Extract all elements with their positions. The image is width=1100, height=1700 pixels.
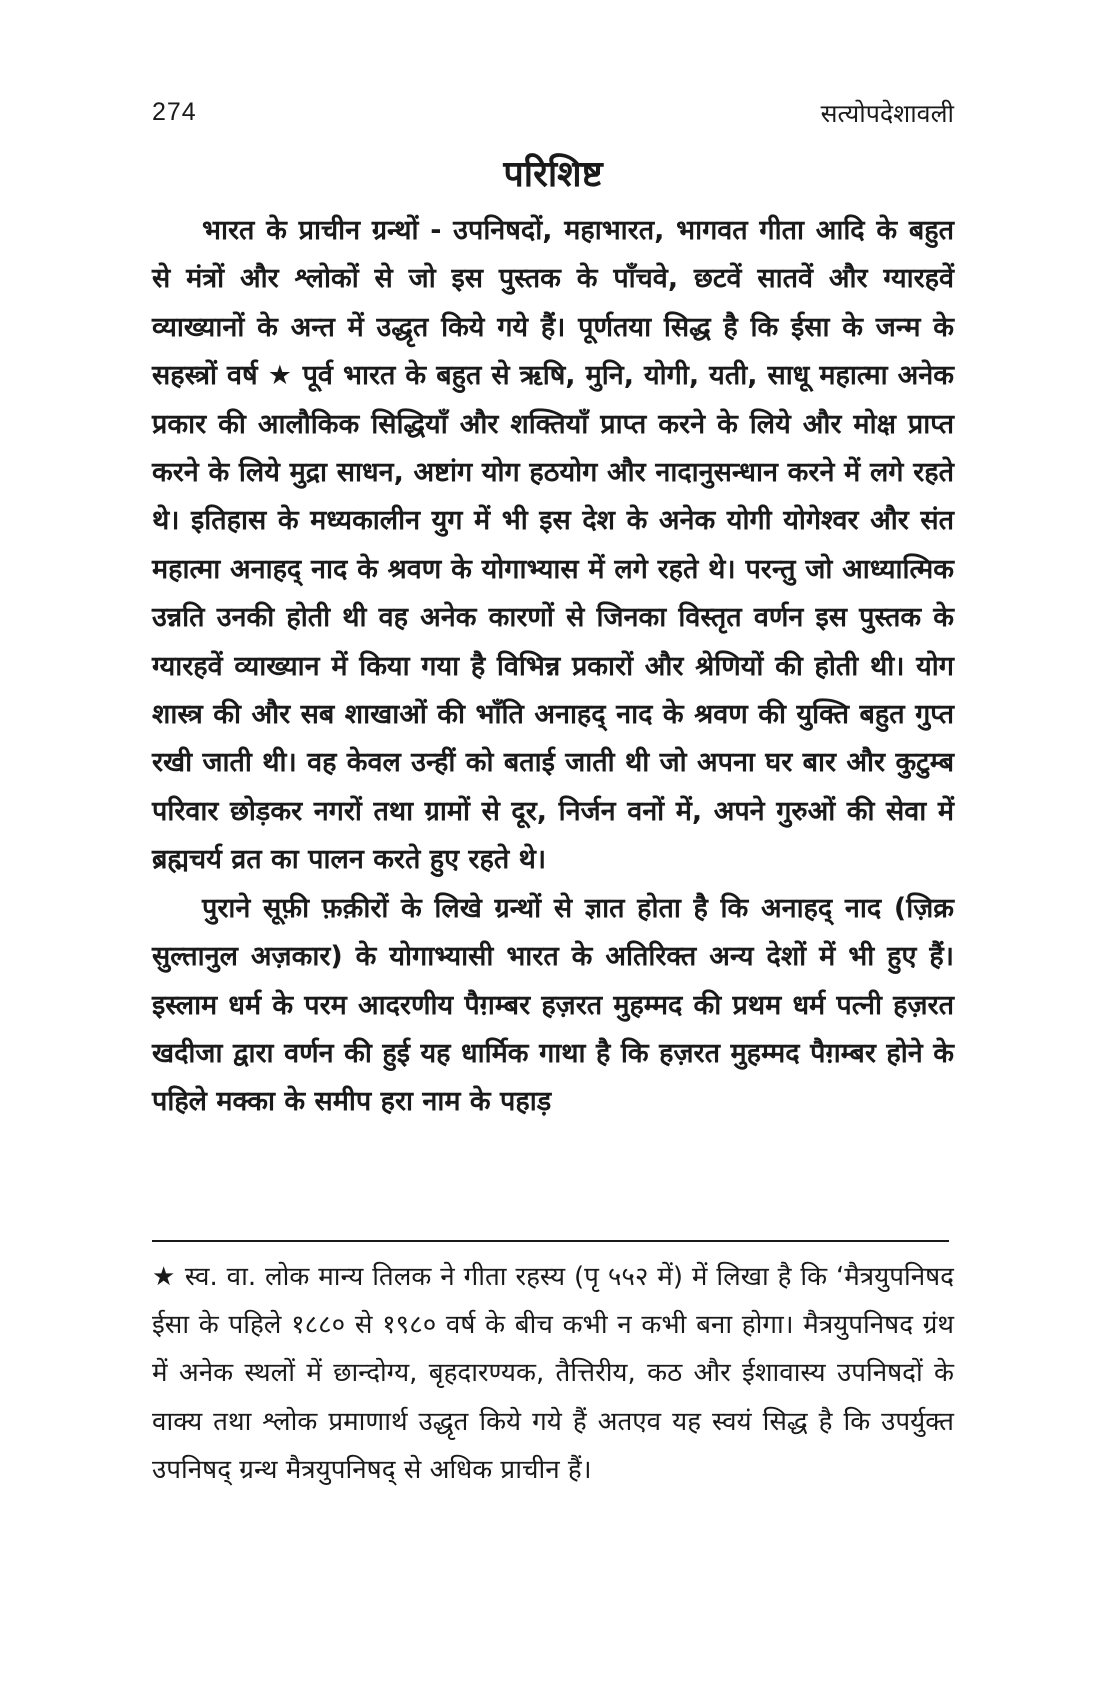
chapter-title: परिशिष्ट <box>503 154 603 195</box>
page-number: 274 <box>152 98 197 126</box>
paragraph-2: पुराने सूफ़ी फ़क़ीरों के लिखे ग्रन्थों से ज्ञात होता है कि अनाहद् नाद (ज़िक्र सुल्तानुल अज़कार) के योगाभ्यासी भारत के अतिरिक्त अन्य देशों में भी हुए हैं। इस्लाम धर्म के परम आदरणीय पैग़म्बर हज़रत मुहम्मद की प्रथम धर्म पत्नी हज़रत खदीजा द्वारा वर्णन की हुई यह धार्मिक गाथा है कि हज़रत मुहम्मद पैग़म्बर होने के पहिले मक्का के समीप हरा नाम के पहाड़ <box>152 892 954 1118</box>
running-header <box>152 92 954 132</box>
footnote: ★ स्व. वा. लोक मान्य तिलक ने गीता रहस्य (पृ ५५२ में) में लिखा है कि ‘मैत्रयुपनिषद ईसा के पहिले १८८० से १९८० वर्ष के बीच कभी न कभी बना होगा। मैत्रयुपनिषद ग्रंथ में अनेक स्थलों में छान्दोग्य, बृहदारण्यक, तैत्तिरीय, कठ और ईशावास्य उपनिषदों के वाक्य तथा श्लोक प्रमाणार्थ उद्धृत किये गये हैं अतएव यह स्वयं सिद्ध है कि उपर्युक्त उपनिषद् ग्रन्थ मैत्रयुपनिषद् से अधिक प्राचीन हैं। <box>152 1262 954 1485</box>
footnote-divider <box>152 1240 949 1242</box>
body-text <box>152 207 954 1127</box>
paragraph-1: भारत के प्राचीन ग्रन्थों - उपनिषदों, महाभारत, भागवत गीता आदि के बहुत से मंत्रों और श्लोकों से जो इस पुस्तक के पाँचवे, छटवें सातवें और ग्यारहवें व्याख्यानों के अन्त में उद्धृत किये गये हैं। पूर्णतया सिद्ध है कि ईसा के जन्म के सहस्त्रों वर्ष ★ पूर्व भारत के बहुत से ऋषि, मुनि, योगी, यती, साधू महात्मा अनेक प्रकार की आलौकिक सिद्धियाँ और शक्तियाँ प्राप्त करने के लिये और मोक्ष प्राप्त करने के लिये मुद्रा साधन, अष्टांग योग हठयोग और नादानुसन्धान करने में लगे रहते थे। इतिहास के मध्यकालीन युग में भी इस देश के अनेक योगी योगेश्वर और संत महात्मा अनाहद् नाद के श्रवण के योगाभ्यास में लगे रहते थे। परन्तु जो आध्यात्मिक उन्नति उनकी होती थी वह अनेक कारणों से जिनका विस्तृत वर्णन इस पुस्तक के ग्यारहवें व्याख्यान में किया गया है विभिन्न प्रकारों और श्रेणियों की होती थी। योग शास्त्र की और सब शाखाओं की भाँति अनाहद् नाद के श्रवण की युक्ति बहुत गुप्त रखी जाती थी। वह केवल उन्हीं को बताई जाती थी जो अपना घर बार और कुटुम्ब परिवार छोड़कर नगरों तथा ग्रामों से दूर, निर्जन वनों में, अपने गुरुओं की सेवा में ब्रह्मचर्य व्रत का पालन करते हुए रहते थे। <box>152 215 954 876</box>
book-title: सत्योपदेशावली <box>820 99 954 128</box>
